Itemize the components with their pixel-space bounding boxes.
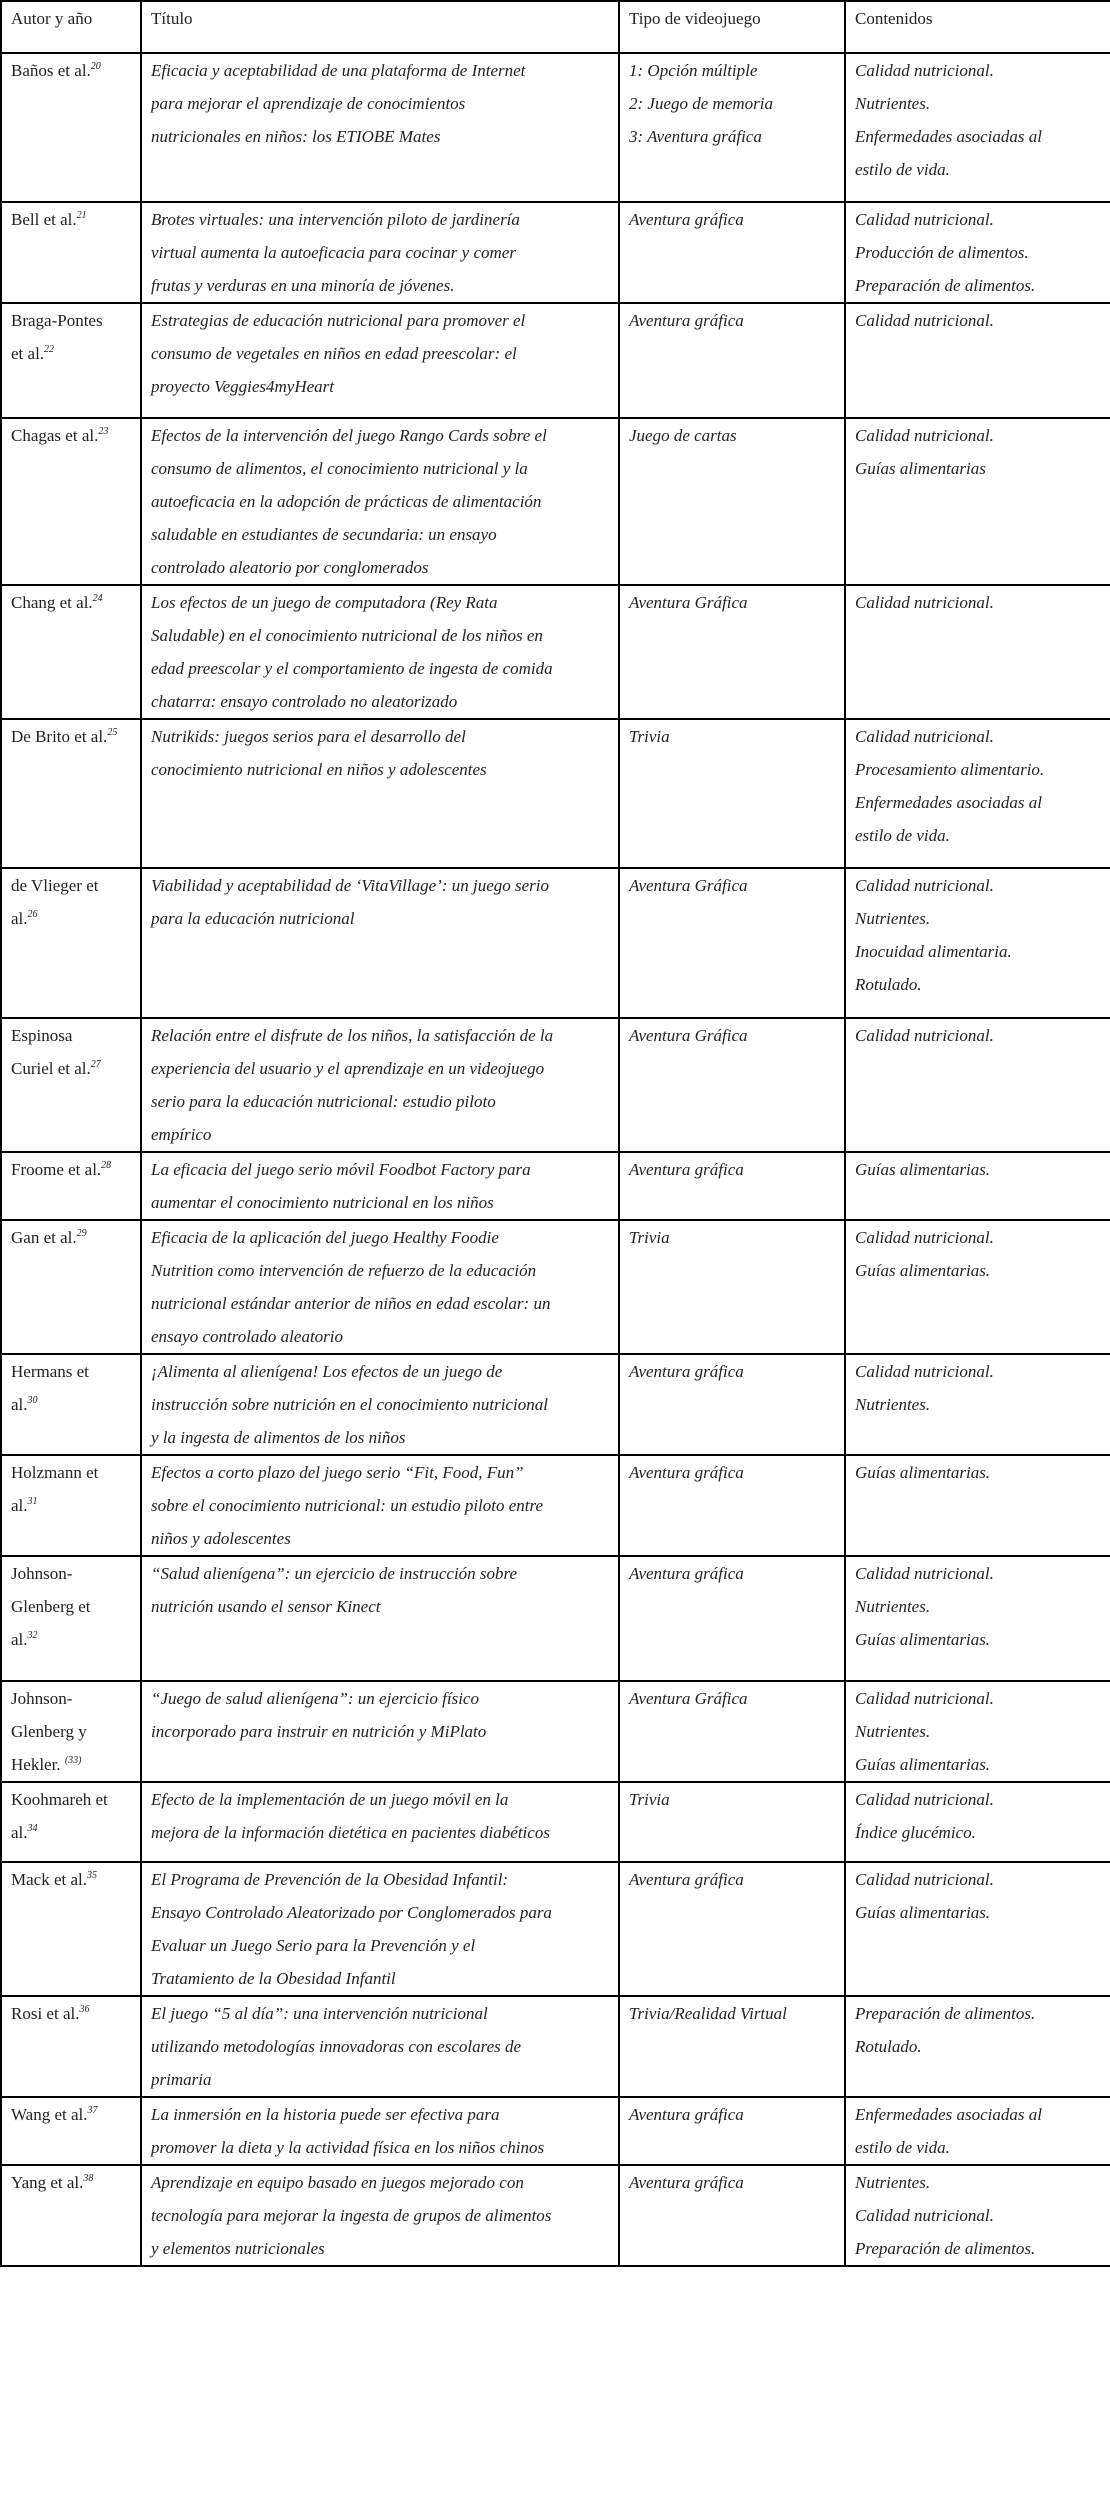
author_lines-line bbox=[11, 1019, 131, 1052]
author_lines-line bbox=[11, 54, 131, 87]
author-text: Holzmann et bbox=[11, 1463, 99, 1482]
title_lines-line: Estrategias de educación nutricional para promover el bbox=[151, 311, 526, 330]
title_lines-line: Saludable) en el conocimiento nutricional de los niños en bbox=[151, 626, 543, 645]
author_lines-line bbox=[11, 1153, 131, 1186]
cell-game-type bbox=[619, 2097, 845, 2165]
cell-author bbox=[1, 2097, 141, 2165]
cell-title bbox=[141, 585, 619, 719]
cell-contents bbox=[845, 53, 1110, 202]
content_lines-line: Nutrientes. bbox=[855, 1395, 931, 1414]
author-text: Curiel et al. bbox=[11, 1059, 91, 1078]
cell-title bbox=[141, 1455, 619, 1556]
content_lines-line: Guías alimentarias. bbox=[855, 1903, 991, 1922]
cell-contents bbox=[845, 1556, 1110, 1681]
cell-contents bbox=[845, 868, 1110, 1018]
author_lines-line bbox=[11, 1355, 131, 1388]
cell-title bbox=[141, 1220, 619, 1354]
author_lines-line bbox=[11, 586, 131, 619]
table-row bbox=[1, 1354, 1110, 1455]
author_lines-line bbox=[11, 1489, 131, 1522]
content_lines-line: Calidad nutricional. bbox=[855, 311, 994, 330]
author_lines-line bbox=[11, 1682, 131, 1715]
cell-title bbox=[141, 202, 619, 303]
author-text: al. bbox=[11, 1823, 28, 1842]
author-text: al. bbox=[11, 1395, 28, 1414]
citation-number: 20 bbox=[90, 61, 101, 72]
content_lines-line: Nutrientes. bbox=[855, 1597, 931, 1616]
author-text: de Vlieger et bbox=[11, 876, 99, 895]
content_lines-line: Nutrientes. bbox=[855, 2173, 931, 2192]
cell-author bbox=[1, 1681, 141, 1782]
title_lines-line: La eficacia del juego serio móvil Foodbot Factory para bbox=[151, 1160, 531, 1179]
title_lines-line: autoeficacia en la adopción de prácticas de alimentación bbox=[151, 492, 542, 511]
citation-number: 26 bbox=[27, 909, 38, 920]
citation-number: 37 bbox=[87, 2105, 98, 2116]
author-text: Hekler. bbox=[11, 1755, 65, 1774]
cell-game-type bbox=[619, 868, 845, 1018]
type_lines-line: Aventura Gráfica bbox=[629, 1026, 748, 1045]
author_lines-line bbox=[11, 1388, 131, 1421]
citation-number: 34 bbox=[27, 1823, 38, 1834]
author-text: Hermans et bbox=[11, 1362, 89, 1381]
title_lines-line: promover la dieta y la actividad física en los niños chinos bbox=[151, 2138, 545, 2157]
title_lines-line: virtual aumenta la autoeficacia para cocinar y comer bbox=[151, 243, 516, 262]
cell-contents bbox=[845, 2165, 1110, 2266]
type_lines-line: Trivia bbox=[629, 1790, 670, 1809]
author_lines-line bbox=[11, 1748, 131, 1781]
title_lines-line: “Salud alienígena”: un ejercicio de instrucción sobre bbox=[151, 1564, 518, 1583]
table-row bbox=[1, 1782, 1110, 1862]
header-contents: Contenidos bbox=[845, 1, 1110, 53]
title_lines-line: Aprendizaje en equipo basado en juegos mejorado con bbox=[151, 2173, 524, 2192]
author_lines-line bbox=[11, 869, 131, 902]
author-text: Braga-Pontes bbox=[11, 311, 103, 330]
title_lines-line: ensayo controlado aleatorio bbox=[151, 1327, 344, 1346]
cell-contents bbox=[845, 303, 1110, 418]
author-text: Chagas et al. bbox=[11, 426, 99, 445]
cell-title bbox=[141, 1018, 619, 1152]
type_lines-line: Aventura gráfica bbox=[629, 1870, 744, 1889]
citation-number: 31 bbox=[27, 1496, 38, 1507]
citation-number: 29 bbox=[76, 1228, 87, 1239]
table-row bbox=[1, 2097, 1110, 2165]
cell-contents bbox=[845, 719, 1110, 868]
content_lines-line: Calidad nutricional. bbox=[855, 61, 994, 80]
cell-author bbox=[1, 1862, 141, 1996]
title_lines-line: ¡Alimenta al alienígena! Los efectos de un juego de bbox=[151, 1362, 503, 1381]
table-row bbox=[1, 868, 1110, 1018]
table-row bbox=[1, 1996, 1110, 2097]
title_lines-line: El juego “5 al día”: una intervención nutricional bbox=[151, 2004, 488, 2023]
citation-number: 24 bbox=[92, 593, 103, 604]
cell-title bbox=[141, 2165, 619, 2266]
cell-author bbox=[1, 1354, 141, 1455]
type_lines-line: 2: Juego de memoria bbox=[629, 94, 773, 113]
type_lines-line: Aventura gráfica bbox=[629, 1362, 744, 1381]
title_lines-line: consumo de alimentos, el conocimiento nutricional y la bbox=[151, 459, 528, 478]
cell-author bbox=[1, 1556, 141, 1681]
cell-author bbox=[1, 1152, 141, 1220]
cell-game-type bbox=[619, 1455, 845, 1556]
title_lines-line: nutricionales en niños: los ETIOBE Mates bbox=[151, 127, 441, 146]
author-text: al. bbox=[11, 909, 28, 928]
cell-contents bbox=[845, 1152, 1110, 1220]
cell-title bbox=[141, 1152, 619, 1220]
cell-title bbox=[141, 1782, 619, 1862]
author-text: al. bbox=[11, 1496, 28, 1515]
content_lines-line: Guías alimentarias. bbox=[855, 1463, 991, 1482]
table-row bbox=[1, 202, 1110, 303]
title_lines-line: experiencia del usuario y el aprendizaje en un videojuego bbox=[151, 1059, 545, 1078]
citation-number: 28 bbox=[101, 1160, 112, 1171]
content_lines-line: Calidad nutricional. bbox=[855, 876, 994, 895]
content_lines-line: estilo de vida. bbox=[855, 2138, 950, 2157]
cell-title bbox=[141, 1862, 619, 1996]
author-text: Chang et al. bbox=[11, 593, 93, 612]
cell-contents bbox=[845, 1862, 1110, 1996]
content_lines-line: Guías alimentarias. bbox=[855, 1630, 991, 1649]
content_lines-line: Índice glucémico. bbox=[855, 1823, 976, 1842]
author_lines-line bbox=[11, 1590, 131, 1623]
cell-game-type bbox=[619, 1556, 845, 1681]
title_lines-line: para mejorar el aprendizaje de conocimientos bbox=[151, 94, 466, 113]
table-row bbox=[1, 1018, 1110, 1152]
title_lines-line: tecnología para mejorar la ingesta de grupos de alimentos bbox=[151, 2206, 552, 2225]
content_lines-line: Calidad nutricional. bbox=[855, 1564, 994, 1583]
author-text: Baños et al. bbox=[11, 61, 91, 80]
type_lines-line: Trivia bbox=[629, 1228, 670, 1247]
title_lines-line: nutrición usando el sensor Kinect bbox=[151, 1597, 381, 1616]
title_lines-line: aumentar el conocimiento nutricional en los niños bbox=[151, 1193, 494, 1212]
cell-contents bbox=[845, 1220, 1110, 1354]
cell-title bbox=[141, 1556, 619, 1681]
title_lines-line: sobre el conocimiento nutricional: un estudio piloto entre bbox=[151, 1496, 544, 1515]
author-text: De Brito et al. bbox=[11, 727, 108, 746]
type_lines-line: 1: Opción múltiple bbox=[629, 61, 758, 80]
author_lines-line bbox=[11, 902, 131, 935]
author-text: Glenberg et bbox=[11, 1597, 91, 1616]
author_lines-line bbox=[11, 1456, 131, 1489]
cell-author bbox=[1, 585, 141, 719]
cell-title bbox=[141, 1354, 619, 1455]
author-text: Gan et al. bbox=[11, 1228, 77, 1247]
cell-game-type bbox=[619, 53, 845, 202]
author_lines-line bbox=[11, 1997, 131, 2030]
citation-number: (33) bbox=[64, 1755, 82, 1766]
content_lines-line: Rotulado. bbox=[855, 2037, 922, 2056]
title_lines-line: chatarra: ensayo controlado no aleatorizado bbox=[151, 692, 458, 711]
type_lines-line: Aventura gráfica bbox=[629, 1160, 744, 1179]
author_lines-line bbox=[11, 337, 131, 370]
table-row bbox=[1, 53, 1110, 202]
table-row bbox=[1, 1220, 1110, 1354]
cell-title bbox=[141, 303, 619, 418]
content_lines-line: estilo de vida. bbox=[855, 826, 950, 845]
title_lines-line: proyecto Veggies4myHeart bbox=[151, 377, 335, 396]
cell-game-type bbox=[619, 1782, 845, 1862]
title_lines-line: Efectos a corto plazo del juego serio “Fit, Food, Fun” bbox=[151, 1463, 524, 1482]
cell-author bbox=[1, 303, 141, 418]
title_lines-line: y la ingesta de alimentos de los niños bbox=[151, 1428, 406, 1447]
content_lines-line: Calidad nutricional. bbox=[855, 1689, 994, 1708]
cell-game-type bbox=[619, 2165, 845, 2266]
cell-author bbox=[1, 1782, 141, 1862]
author-text: Johnson- bbox=[11, 1564, 73, 1583]
type_lines-line: Trivia bbox=[629, 727, 670, 746]
type_lines-line: Juego de cartas bbox=[629, 426, 737, 445]
title_lines-line: utilizando metodologías innovadoras con escolares de bbox=[151, 2037, 522, 2056]
table-row bbox=[1, 1556, 1110, 1681]
cell-contents bbox=[845, 418, 1110, 585]
cell-game-type bbox=[619, 1018, 845, 1152]
header-game-type: Tipo de videojuego bbox=[619, 1, 845, 53]
author-text: Froome et al. bbox=[11, 1160, 102, 1179]
content_lines-line: Enfermedades asociadas al bbox=[855, 793, 1042, 812]
cell-game-type bbox=[619, 1220, 845, 1354]
author_lines-line bbox=[11, 1052, 131, 1085]
title_lines-line: Nutrikids: juegos serios para el desarrollo del bbox=[151, 727, 466, 746]
author_lines-line bbox=[11, 1221, 131, 1254]
cell-title bbox=[141, 719, 619, 868]
content_lines-line: Guías alimentarias. bbox=[855, 1160, 991, 1179]
cell-game-type bbox=[619, 303, 845, 418]
cell-game-type bbox=[619, 202, 845, 303]
cell-contents bbox=[845, 1455, 1110, 1556]
table-body bbox=[1, 53, 1110, 2266]
author_lines-line bbox=[11, 1783, 131, 1816]
cell-author bbox=[1, 1220, 141, 1354]
author-text: Mack et al. bbox=[11, 1870, 87, 1889]
content_lines-line: Calidad nutricional. bbox=[855, 2206, 994, 2225]
content_lines-line: Calidad nutricional. bbox=[855, 727, 994, 746]
title_lines-line: saludable en estudiantes de secundaria: un ensayo bbox=[151, 525, 497, 544]
cell-author bbox=[1, 1018, 141, 1152]
author_lines-line bbox=[11, 1863, 131, 1896]
table-row bbox=[1, 585, 1110, 719]
title_lines-line: Eficacia de la aplicación del juego Healthy Foodie bbox=[151, 1228, 499, 1247]
cell-game-type bbox=[619, 1354, 845, 1455]
author-text: Yang et al. bbox=[11, 2173, 84, 2192]
content_lines-line: Calidad nutricional. bbox=[855, 1362, 994, 1381]
content_lines-line: Producción de alimentos. bbox=[855, 243, 1029, 262]
cell-contents bbox=[845, 1681, 1110, 1782]
cell-author bbox=[1, 1996, 141, 2097]
table-row bbox=[1, 1862, 1110, 1996]
citation-number: 25 bbox=[107, 727, 118, 738]
author-text: Wang et al. bbox=[11, 2105, 88, 2124]
title_lines-line: Ensayo Controlado Aleatorizado por Conglomerados para bbox=[151, 1903, 552, 1922]
cell-contents bbox=[845, 202, 1110, 303]
table-row bbox=[1, 303, 1110, 418]
title_lines-line: instrucción sobre nutrición en el conocimiento nutricional bbox=[151, 1395, 548, 1414]
cell-contents bbox=[845, 2097, 1110, 2165]
cell-author bbox=[1, 868, 141, 1018]
author-text: al. bbox=[11, 1630, 28, 1649]
header-title: Título bbox=[141, 1, 619, 53]
content_lines-line: Nutrientes. bbox=[855, 94, 931, 113]
citation-number: 36 bbox=[79, 2004, 90, 2015]
title_lines-line: edad preescolar y el comportamiento de ingesta de comida bbox=[151, 659, 553, 678]
author_lines-line bbox=[11, 419, 131, 452]
cell-author bbox=[1, 1455, 141, 1556]
type_lines-line: Aventura gráfica bbox=[629, 2173, 744, 2192]
cell-author bbox=[1, 2165, 141, 2266]
content_lines-line: Preparación de alimentos. bbox=[855, 2239, 1036, 2258]
cell-game-type bbox=[619, 1681, 845, 1782]
citation-number: 22 bbox=[44, 344, 55, 355]
cell-game-type bbox=[619, 585, 845, 719]
cell-title bbox=[141, 53, 619, 202]
content_lines-line: Calidad nutricional. bbox=[855, 1870, 994, 1889]
author_lines-line bbox=[11, 304, 131, 337]
title_lines-line: Evaluar un Juego Serio para la Prevención y el bbox=[151, 1936, 476, 1955]
content_lines-line: Enfermedades asociadas al bbox=[855, 127, 1042, 146]
title_lines-line: Viabilidad y aceptabilidad de ‘VitaVillage’: un juego serio bbox=[151, 876, 549, 895]
title_lines-line: controlado aleatorio por conglomerados bbox=[151, 558, 429, 577]
table-row bbox=[1, 2165, 1110, 2266]
citation-number: 21 bbox=[76, 210, 87, 221]
title_lines-line: nutricional estándar anterior de niños en edad escolar: un bbox=[151, 1294, 551, 1313]
cell-title bbox=[141, 1996, 619, 2097]
title_lines-line: serio para la educación nutricional: estudio piloto bbox=[151, 1092, 496, 1111]
title_lines-line: para la educación nutricional bbox=[151, 909, 355, 928]
content_lines-line: Calidad nutricional. bbox=[855, 210, 994, 229]
title_lines-line: primaria bbox=[151, 2070, 212, 2089]
cell-title bbox=[141, 418, 619, 585]
citation-number: 30 bbox=[27, 1395, 38, 1406]
type_lines-line: Aventura gráfica bbox=[629, 1564, 744, 1583]
cell-author bbox=[1, 53, 141, 202]
title_lines-line: y elementos nutricionales bbox=[151, 2239, 325, 2258]
author_lines-line bbox=[11, 2098, 131, 2131]
author_lines-line bbox=[11, 1557, 131, 1590]
author_lines-line bbox=[11, 1623, 131, 1656]
cell-game-type bbox=[619, 719, 845, 868]
title_lines-line: frutas y verduras en una minoría de jóvenes. bbox=[151, 276, 455, 295]
title_lines-line: consumo de vegetales en niños en edad preescolar: el bbox=[151, 344, 517, 363]
content_lines-line: Nutrientes. bbox=[855, 909, 931, 928]
title_lines-line: Tratamiento de la Obesidad Infantil bbox=[151, 1969, 396, 1988]
title_lines-line: La inmersión en la historia puede ser efectiva para bbox=[151, 2105, 500, 2124]
table-row bbox=[1, 719, 1110, 868]
author_lines-line bbox=[11, 720, 131, 753]
cell-title bbox=[141, 1681, 619, 1782]
type_lines-line: Aventura Gráfica bbox=[629, 876, 748, 895]
cell-game-type bbox=[619, 418, 845, 585]
content_lines-line: Nutrientes. bbox=[855, 1722, 931, 1741]
title_lines-line: Los efectos de un juego de computadora (Rey Rata bbox=[151, 593, 498, 612]
title_lines-line: Efecto de la implementación de un juego móvil en la bbox=[151, 1790, 509, 1809]
content_lines-line: Calidad nutricional. bbox=[855, 1026, 994, 1045]
title_lines-line: Brotes virtuales: una intervención piloto de jardinería bbox=[151, 210, 520, 229]
cell-contents bbox=[845, 585, 1110, 719]
content_lines-line: Calidad nutricional. bbox=[855, 426, 994, 445]
title_lines-line: mejora de la información dietética en pacientes diabéticos bbox=[151, 1823, 550, 1842]
author_lines-line bbox=[11, 1715, 131, 1748]
citation-number: 35 bbox=[87, 1870, 97, 1881]
content_lines-line: Preparación de alimentos. bbox=[855, 276, 1036, 295]
cell-contents bbox=[845, 1782, 1110, 1862]
citation-number: 32 bbox=[27, 1630, 38, 1641]
content_lines-line: Procesamiento alimentario. bbox=[855, 760, 1045, 779]
citation-number: 23 bbox=[98, 426, 109, 437]
type_lines-line: Aventura Gráfica bbox=[629, 1689, 748, 1708]
type_lines-line: Aventura gráfica bbox=[629, 210, 744, 229]
header-row bbox=[1, 1, 1110, 53]
author-text: Johnson- bbox=[11, 1689, 73, 1708]
author-text: et al. bbox=[11, 344, 45, 363]
author-text: Koohmareh et bbox=[11, 1790, 108, 1809]
content_lines-line: Calidad nutricional. bbox=[855, 1790, 994, 1809]
content_lines-line: Preparación de alimentos. bbox=[855, 2004, 1036, 2023]
type_lines-line: 3: Aventura gráfica bbox=[629, 127, 762, 146]
citation-number: 38 bbox=[83, 2173, 94, 2184]
table-row bbox=[1, 418, 1110, 585]
cell-game-type bbox=[619, 1996, 845, 2097]
author_lines-line bbox=[11, 203, 131, 236]
title_lines-line: Efectos de la intervención del juego Rango Cards sobre el bbox=[151, 426, 547, 445]
title_lines-line: Eficacia y aceptabilidad de una plataforma de Internet bbox=[151, 61, 526, 80]
title_lines-line: incorporado para instruir en nutrición y MiPlato bbox=[151, 1722, 487, 1741]
content_lines-line: Enfermedades asociadas al bbox=[855, 2105, 1042, 2124]
title_lines-line: niños y adolescentes bbox=[151, 1529, 291, 1548]
title_lines-line: conocimiento nutricional en niños y adolescentes bbox=[151, 760, 487, 779]
content_lines-line: Rotulado. bbox=[855, 975, 922, 994]
author-text: Bell et al. bbox=[11, 210, 77, 229]
citation-number: 27 bbox=[90, 1059, 101, 1070]
author-text: Glenberg y bbox=[11, 1722, 87, 1741]
table-row bbox=[1, 1681, 1110, 1782]
type_lines-line: Trivia/Realidad Virtual bbox=[629, 2004, 787, 2023]
content_lines-line: Calidad nutricional. bbox=[855, 1228, 994, 1247]
title_lines-line: Nutrition como intervención de refuerzo de la educación bbox=[151, 1261, 537, 1280]
cell-title bbox=[141, 868, 619, 1018]
cell-contents bbox=[845, 1996, 1110, 2097]
content_lines-line: Guías alimentarias. bbox=[855, 1755, 991, 1774]
type_lines-line: Aventura gráfica bbox=[629, 2105, 744, 2124]
header-author: Autor y año bbox=[1, 1, 141, 53]
author_lines-line bbox=[11, 1816, 131, 1849]
type_lines-line: Aventura Gráfica bbox=[629, 593, 748, 612]
cell-title bbox=[141, 2097, 619, 2165]
cell-game-type bbox=[619, 1152, 845, 1220]
content_lines-line: Calidad nutricional. bbox=[855, 593, 994, 612]
title_lines-line: empírico bbox=[151, 1125, 212, 1144]
author-text: Rosi et al. bbox=[11, 2004, 80, 2023]
table-row bbox=[1, 1455, 1110, 1556]
cell-author bbox=[1, 418, 141, 585]
type_lines-line: Aventura gráfica bbox=[629, 311, 744, 330]
title_lines-line: El Programa de Prevención de la Obesidad Infantil: bbox=[151, 1870, 509, 1889]
type_lines-line: Aventura gráfica bbox=[629, 1463, 744, 1482]
author_lines-line bbox=[11, 2166, 131, 2199]
content_lines-line: Guías alimentarias bbox=[855, 459, 986, 478]
cell-author bbox=[1, 719, 141, 868]
table-row bbox=[1, 1152, 1110, 1220]
content_lines-line: Inocuidad alimentaria. bbox=[855, 942, 1012, 961]
cell-contents bbox=[845, 1018, 1110, 1152]
content_lines-line: Guías alimentarias. bbox=[855, 1261, 991, 1280]
title_lines-line: Relación entre el disfrute de los niños, la satisfacción de la bbox=[151, 1026, 554, 1045]
cell-contents bbox=[845, 1354, 1110, 1455]
content_lines-line: estilo de vida. bbox=[855, 160, 950, 179]
title_lines-line: “Juego de salud alienígena”: un ejercicio físico bbox=[151, 1689, 479, 1708]
cell-game-type bbox=[619, 1862, 845, 1996]
author-text: Espinosa bbox=[11, 1026, 73, 1045]
cell-author bbox=[1, 202, 141, 303]
